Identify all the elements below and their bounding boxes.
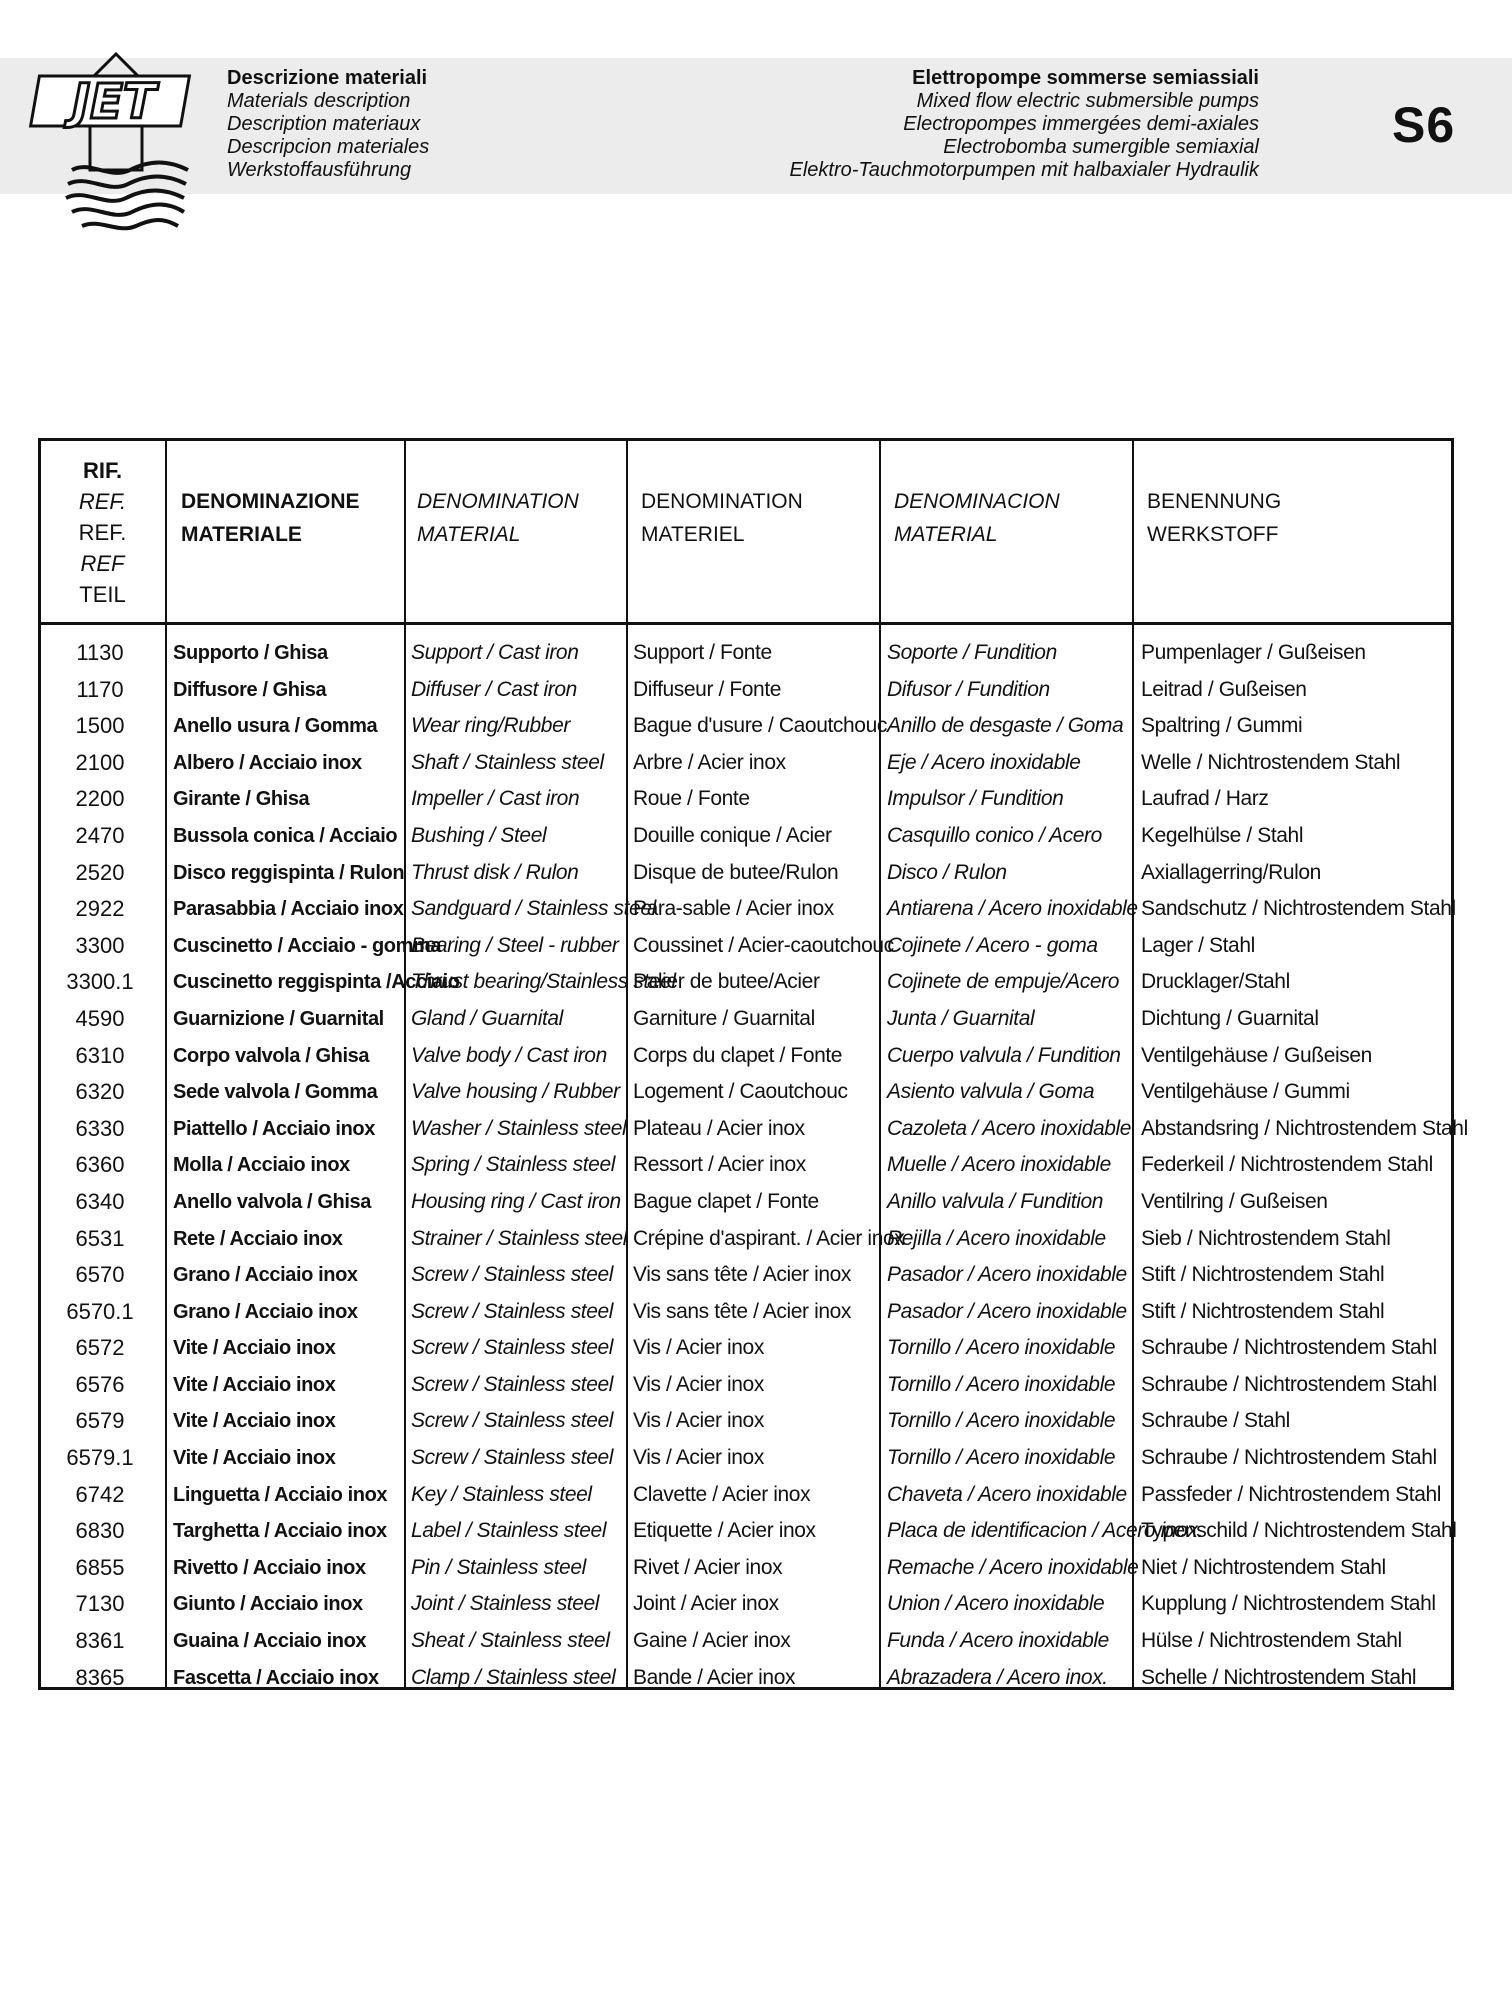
ref-cell: 6576 bbox=[75, 1371, 125, 1397]
spanish-cell: Tornillo / Acero inoxidable bbox=[887, 1446, 1116, 1470]
english-cell: Impeller / Cast iron bbox=[411, 787, 580, 811]
italian-cell: Rete / Acciaio inox bbox=[173, 1227, 343, 1250]
header-english-line2: MATERIAL bbox=[417, 523, 521, 546]
ref-cell: 6579 bbox=[75, 1408, 125, 1434]
english-cell: Sheat / Stainless steel bbox=[411, 1629, 610, 1653]
italian-cell: Molla / Acciaio inox bbox=[173, 1154, 350, 1177]
header-french-line2: MATERIEL bbox=[641, 523, 745, 546]
spanish-cell: Soporte / Fundition bbox=[887, 641, 1057, 664]
english-cell: Spring / Stainless steel bbox=[411, 1153, 616, 1177]
english-cell: Housing ring / Cast iron bbox=[411, 1189, 621, 1213]
spanish-cell: Rejilla / Acero inoxidable bbox=[887, 1226, 1106, 1250]
spanish-cell: Muelle / Acero inoxidable bbox=[887, 1153, 1111, 1177]
table-row bbox=[41, 1294, 1451, 1331]
spanish-cell: Cuerpo valvula / Fundition bbox=[887, 1043, 1121, 1067]
logo-text: JET bbox=[72, 74, 156, 130]
french-cell: Diffuseur / Fonte bbox=[633, 677, 782, 701]
french-cell: Coussinet / Acier-caoutchouc bbox=[633, 933, 894, 957]
german-cell: Pumpenlager / Gußeisen bbox=[1141, 641, 1366, 664]
header-german-line2: WERKSTOFF bbox=[1147, 523, 1279, 546]
english-cell: Support / Cast iron bbox=[411, 641, 579, 664]
header-english bbox=[417, 485, 579, 551]
ref-cell: 3300.1 bbox=[66, 969, 134, 995]
ref-cell: 8361 bbox=[75, 1628, 125, 1654]
italian-cell: Grano / Acciaio inox bbox=[173, 1264, 358, 1287]
table-row bbox=[41, 1660, 1451, 1697]
french-cell: Para-sable / Acier inox bbox=[633, 897, 834, 921]
french-cell: Bague d'usure / Caoutchouc bbox=[633, 714, 887, 738]
german-cell: Niet / Nichtrostendem Stahl bbox=[1141, 1555, 1386, 1579]
english-cell: Screw / Stainless steel bbox=[411, 1446, 614, 1470]
ref-header-es: REF bbox=[80, 551, 125, 576]
german-cell: Kegelhülse / Stahl bbox=[1141, 823, 1304, 847]
french-cell: Plateau / Acier inox bbox=[633, 1116, 805, 1140]
english-cell: Pin / Stainless steel bbox=[411, 1555, 586, 1579]
german-cell: Federkeil / Nichtrostendem Stahl bbox=[1141, 1153, 1433, 1177]
german-cell: Sandschutz / Nichtrostendem Stahl bbox=[1141, 897, 1456, 921]
header-spanish-line2: MATERIAL bbox=[894, 523, 998, 546]
spanish-cell: Placa de identificacion / Acero inox. bbox=[887, 1519, 1203, 1543]
italian-cell: Targhetta / Acciaio inox bbox=[173, 1520, 387, 1543]
title-english: Materials description bbox=[227, 90, 411, 112]
ref-cell: 6579.1 bbox=[66, 1445, 134, 1471]
spanish-cell: Antiarena / Acero inoxidable bbox=[887, 897, 1138, 921]
table-row bbox=[41, 1623, 1451, 1660]
italian-cell: Bussola conica / Acciaio bbox=[173, 824, 398, 847]
english-cell: Joint / Stainless steel bbox=[411, 1592, 600, 1616]
english-cell: Sandguard / Stainless steel bbox=[411, 897, 656, 921]
table-row bbox=[41, 1440, 1451, 1477]
german-cell: Schelle / Nichtrostendem Stahl bbox=[1141, 1665, 1417, 1689]
italian-cell: Albero / Acciaio inox bbox=[173, 751, 362, 774]
header-spanish-line1: DENOMINACION bbox=[894, 490, 1060, 513]
german-cell: Schraube / Stahl bbox=[1141, 1409, 1290, 1433]
table-row bbox=[41, 635, 1451, 672]
italian-cell: Cuscinetto / Acciaio - gomma bbox=[173, 934, 442, 957]
italian-cell: Piattello / Acciaio inox bbox=[173, 1117, 375, 1140]
table-row bbox=[41, 964, 1451, 1001]
title-spanish: Descripcion materiales bbox=[227, 136, 430, 158]
italian-cell: Guaina / Acciaio inox bbox=[173, 1630, 367, 1653]
ref-cell: 6572 bbox=[75, 1335, 125, 1361]
pump-title-english: Mixed flow electric submersible pumps bbox=[916, 90, 1259, 112]
english-cell: Clamp / Stainless steel bbox=[411, 1665, 616, 1689]
italian-cell: Cuscinetto reggispinta /Acciaio bbox=[173, 971, 460, 994]
italian-cell: Vite / Acciaio inox bbox=[173, 1447, 336, 1470]
french-cell: Logement / Caoutchouc bbox=[633, 1080, 848, 1104]
english-cell: Label / Stainless steel bbox=[411, 1519, 607, 1543]
spanish-cell: Anillo valvula / Fundition bbox=[887, 1189, 1104, 1213]
materials-table bbox=[38, 438, 1468, 1690]
german-cell: Kupplung / Nichtrostendem Stahl bbox=[1141, 1592, 1436, 1616]
french-cell: Palier de butee/Acier bbox=[633, 970, 820, 994]
english-cell: Diffuser / Cast iron bbox=[411, 677, 577, 701]
table-body bbox=[41, 635, 1468, 1696]
german-cell: Ventilgehäuse / Gußeisen bbox=[1141, 1043, 1372, 1067]
ref-cell: 6330 bbox=[75, 1115, 125, 1141]
german-cell: Spaltring / Gummi bbox=[1141, 714, 1303, 738]
jet-logo bbox=[38, 50, 200, 242]
spanish-cell: Chaveta / Acero inoxidable bbox=[887, 1482, 1127, 1506]
german-cell: Lager / Stahl bbox=[1141, 933, 1255, 957]
italian-cell: Vite / Acciaio inox bbox=[173, 1410, 336, 1433]
table-row bbox=[41, 928, 1451, 965]
italian-cell: Guarnizione / Guarnital bbox=[173, 1007, 384, 1030]
title-italian: Descrizione materiali bbox=[227, 67, 428, 89]
table-row bbox=[41, 1074, 1451, 1111]
french-cell: Ressort / Acier inox bbox=[633, 1153, 806, 1177]
spanish-cell: Abrazadera / Acero inox. bbox=[887, 1665, 1108, 1689]
english-cell: Screw / Stainless steel bbox=[411, 1299, 614, 1323]
german-cell: Hülse / Nichtrostendem Stahl bbox=[1141, 1629, 1402, 1653]
english-cell: Bushing / Steel bbox=[411, 823, 547, 847]
spanish-cell: Tornillo / Acero inoxidable bbox=[887, 1372, 1116, 1396]
table-row bbox=[41, 1586, 1451, 1623]
table-row bbox=[41, 1403, 1451, 1440]
italian-cell: Disco reggispinta / Rulon bbox=[173, 861, 405, 884]
german-cell: Ventilgehäuse / Gummi bbox=[1141, 1080, 1350, 1104]
italian-cell: Vite / Acciaio inox bbox=[173, 1373, 336, 1396]
english-cell: Shaft / Stainless steel bbox=[411, 750, 604, 774]
german-cell: Passfeder / Nichtrostendem Stahl bbox=[1141, 1482, 1442, 1506]
german-cell: Leitrad / Gußeisen bbox=[1141, 677, 1307, 701]
ref-cell: 6310 bbox=[75, 1042, 125, 1068]
header-italian-line1: DENOMINAZIONE bbox=[181, 490, 360, 513]
table-row bbox=[41, 745, 1451, 782]
page-code: S6 bbox=[1392, 97, 1456, 153]
english-cell: Valve housing / Rubber bbox=[411, 1080, 620, 1104]
french-cell: Douille conique / Acier bbox=[633, 823, 832, 847]
header-english-line1: DENOMINATION bbox=[417, 490, 579, 513]
ref-cell: 2520 bbox=[75, 859, 125, 885]
ref-header-de: TEIL bbox=[79, 582, 126, 607]
french-cell: Disque de butee/Rulon bbox=[633, 860, 839, 884]
table-row bbox=[41, 1330, 1451, 1367]
spanish-cell: Cazoleta / Acero inoxidable bbox=[887, 1116, 1132, 1140]
french-cell: Clavette / Acier inox bbox=[633, 1482, 811, 1506]
ref-cell: 4590 bbox=[75, 1005, 125, 1031]
pump-title-italian: Elettropompe sommerse semiassiali bbox=[912, 67, 1259, 89]
ref-cell: 6320 bbox=[75, 1079, 125, 1105]
header-french-line1: DENOMINATION bbox=[641, 490, 803, 513]
italian-cell: Diffusore / Ghisa bbox=[173, 678, 327, 701]
table-row bbox=[41, 781, 1451, 818]
table-row bbox=[41, 1147, 1451, 1184]
ref-cell: 6830 bbox=[75, 1518, 125, 1544]
french-cell: Vis sans tête / Acier inox bbox=[633, 1299, 851, 1323]
spanish-cell: Pasador / Acero inoxidable bbox=[887, 1299, 1127, 1323]
french-cell: Arbre / Acier inox bbox=[633, 750, 786, 774]
french-cell: Vis / Acier inox bbox=[633, 1336, 764, 1360]
italian-cell: Parasabbia / Acciaio inox bbox=[173, 898, 404, 921]
table-row bbox=[41, 1184, 1451, 1221]
header-german bbox=[1147, 485, 1281, 551]
italian-cell: Sede valvola / Gomma bbox=[173, 1081, 378, 1104]
italian-cell: Anello valvola / Ghisa bbox=[173, 1190, 371, 1213]
ref-cell: 6742 bbox=[75, 1481, 125, 1507]
ref-cell: 6570 bbox=[75, 1262, 125, 1288]
table-row bbox=[41, 1221, 1451, 1258]
ref-cell: 3300 bbox=[75, 932, 125, 958]
english-cell: Valve body / Cast iron bbox=[411, 1043, 607, 1067]
italian-cell: Corpo valvola / Ghisa bbox=[173, 1044, 370, 1067]
english-cell: Screw / Stainless steel bbox=[411, 1336, 614, 1360]
french-cell: Vis / Acier inox bbox=[633, 1446, 764, 1470]
english-cell: Thrust disk / Rulon bbox=[411, 860, 579, 884]
ref-cell: 2922 bbox=[75, 896, 125, 922]
ref-cell: 6855 bbox=[75, 1554, 125, 1580]
table-row bbox=[41, 1367, 1451, 1404]
table-row bbox=[41, 855, 1451, 892]
spanish-cell: Remache / Acero inoxidable bbox=[887, 1555, 1139, 1579]
spanish-cell: Funda / Acero inoxidable bbox=[887, 1629, 1109, 1653]
english-cell: Wear ring/Rubber bbox=[411, 714, 570, 738]
ref-header-fr: REF. bbox=[78, 520, 127, 545]
ref-cell: 1130 bbox=[76, 640, 124, 665]
german-cell: Stift / Nichtrostendem Stahl bbox=[1141, 1299, 1385, 1323]
italian-cell: Giunto / Acciaio inox bbox=[173, 1593, 363, 1616]
german-cell: Ventilring / Gußeisen bbox=[1141, 1189, 1328, 1213]
spanish-cell: Asiento valvula / Goma bbox=[887, 1080, 1095, 1104]
table-row bbox=[41, 1550, 1451, 1587]
german-cell: Stift / Nichtrostendem Stahl bbox=[1141, 1263, 1385, 1287]
header-german-line1: BENENNUNG bbox=[1147, 490, 1282, 513]
german-cell: Drucklager/Stahl bbox=[1141, 970, 1290, 994]
ref-header-en: REF. bbox=[78, 489, 127, 514]
spanish-cell: Disco / Rulon bbox=[887, 860, 1007, 884]
table-row bbox=[41, 1038, 1451, 1075]
italian-cell: Linguetta / Acciaio inox bbox=[173, 1483, 388, 1506]
spanish-cell: Cojinete de empuje/Acero bbox=[887, 970, 1120, 994]
ref-cell: 6340 bbox=[75, 1188, 125, 1214]
german-cell: Abstandsring / Nichtrostendem Stahl bbox=[1141, 1116, 1468, 1140]
english-cell: Screw / Stainless steel bbox=[411, 1372, 614, 1396]
french-cell: Vis / Acier inox bbox=[633, 1409, 764, 1433]
ref-header-it: RIF. bbox=[82, 458, 123, 483]
english-cell: Gland / Guarnital bbox=[411, 1006, 563, 1030]
spanish-cell: Eje / Acero inoxidable bbox=[887, 750, 1081, 774]
italian-cell: Grano / Acciaio inox bbox=[173, 1300, 358, 1323]
ref-cell: 2200 bbox=[75, 786, 125, 812]
table-row bbox=[41, 672, 1451, 709]
title-french: Description materiaux bbox=[227, 113, 421, 135]
spanish-cell: Tornillo / Acero inoxidable bbox=[887, 1409, 1116, 1433]
pump-title-german: Elektro-Tauchmotorpumpen mit halbaxialer Hydraulik bbox=[789, 159, 1259, 181]
french-cell: Support / Fonte bbox=[633, 641, 772, 664]
header-italian-line2: MATERIALE bbox=[181, 523, 302, 546]
german-cell: Welle / Nichtrostendem Stahl bbox=[1141, 750, 1401, 774]
materials-title-block bbox=[227, 67, 429, 182]
english-cell: Thrust bearing/Stainless steel bbox=[411, 970, 676, 994]
table-row bbox=[41, 1001, 1451, 1038]
french-cell: Crépine d'aspirant. / Acier inox bbox=[633, 1226, 905, 1250]
german-cell: Laufrad / Harz bbox=[1141, 787, 1269, 811]
pump-title-french: Electropompes immergées demi-axiales bbox=[903, 113, 1259, 135]
header-divider bbox=[41, 622, 1451, 625]
spanish-cell: Tornillo / Acero inoxidable bbox=[887, 1336, 1116, 1360]
french-cell: Corps du clapet / Fonte bbox=[633, 1043, 843, 1067]
italian-cell: Supporto / Ghisa bbox=[173, 642, 328, 664]
italian-cell: Vite / Acciaio inox bbox=[173, 1337, 336, 1360]
german-cell: Dichtung / Guarnital bbox=[1141, 1006, 1319, 1030]
spanish-cell: Junta / Guarnital bbox=[887, 1006, 1035, 1030]
french-cell: Bague clapet / Fonte bbox=[633, 1189, 819, 1213]
english-cell: Screw / Stainless steel bbox=[411, 1409, 614, 1433]
ref-cell: 2470 bbox=[75, 822, 125, 848]
french-cell: Rivet / Acier inox bbox=[633, 1555, 783, 1579]
french-cell: Gaine / Acier inox bbox=[633, 1629, 791, 1653]
header-italian bbox=[181, 485, 360, 551]
spanish-cell: Casquillo conico / Acero bbox=[887, 823, 1102, 847]
italian-cell: Fascetta / Acciaio inox bbox=[173, 1666, 379, 1689]
french-cell: Vis / Acier inox bbox=[633, 1372, 764, 1396]
italian-cell: Girante / Ghisa bbox=[173, 788, 310, 811]
pump-title-block bbox=[790, 67, 1259, 182]
table-row bbox=[41, 1477, 1451, 1514]
italian-cell: Anello usura / Gomma bbox=[173, 715, 378, 738]
spanish-cell: Pasador / Acero inoxidable bbox=[887, 1263, 1127, 1287]
french-cell: Joint / Acier inox bbox=[633, 1592, 779, 1616]
ref-cell: 7130 bbox=[75, 1591, 125, 1617]
ref-cell: 1170 bbox=[76, 676, 124, 702]
english-cell: Washer / Stainless steel bbox=[411, 1116, 627, 1140]
ref-header bbox=[41, 455, 164, 610]
table-row bbox=[41, 1111, 1468, 1148]
english-cell: Bearing / Steel - rubber bbox=[411, 933, 619, 957]
spanish-cell: Union / Acero inoxidable bbox=[887, 1592, 1105, 1616]
german-cell: Axiallagerring/Rulon bbox=[1141, 860, 1321, 884]
french-cell: Bande / Acier inox bbox=[633, 1665, 796, 1689]
french-cell: Roue / Fonte bbox=[633, 787, 750, 811]
header-spanish bbox=[894, 485, 1060, 551]
english-cell: Strainer / Stainless steel bbox=[411, 1226, 628, 1250]
ref-cell: 6570.1 bbox=[66, 1298, 134, 1324]
french-cell: Etiquette / Acier inox bbox=[633, 1519, 816, 1543]
german-cell: Sieb / Nichtrostendem Stahl bbox=[1141, 1226, 1391, 1250]
ref-cell: 6360 bbox=[75, 1152, 125, 1178]
ref-cell: 8365 bbox=[75, 1664, 125, 1690]
german-cell: Schraube / Nichtrostendem Stahl bbox=[1141, 1446, 1437, 1470]
english-cell: Key / Stainless steel bbox=[411, 1482, 592, 1506]
ref-cell: 1500 bbox=[75, 713, 125, 739]
table-row bbox=[41, 1513, 1457, 1550]
german-cell: Schraube / Nichtrostendem Stahl bbox=[1141, 1336, 1437, 1360]
english-cell: Screw / Stainless steel bbox=[411, 1263, 614, 1287]
german-cell: Typenschild / Nichtrostendem Stahl bbox=[1141, 1519, 1457, 1543]
spanish-cell: Impulsor / Fundition bbox=[887, 787, 1064, 811]
pump-title-spanish: Electrobomba sumergible semiaxial bbox=[943, 136, 1259, 158]
ref-cell: 6531 bbox=[75, 1225, 125, 1251]
spanish-cell: Difusor / Fundition bbox=[887, 677, 1050, 701]
italian-cell: Rivetto / Acciaio inox bbox=[173, 1556, 366, 1579]
table-row bbox=[41, 818, 1451, 855]
table-row bbox=[41, 708, 1451, 745]
french-cell: Vis sans tête / Acier inox bbox=[633, 1263, 851, 1287]
spanish-cell: Anillo de desgaste / Goma bbox=[887, 714, 1124, 738]
spanish-cell: Cojinete / Acero - goma bbox=[887, 933, 1098, 957]
ref-cell: 2100 bbox=[75, 749, 125, 775]
header-french bbox=[641, 485, 803, 551]
title-german: Werkstoffausführung bbox=[227, 159, 412, 181]
french-cell: Garniture / Guarnital bbox=[633, 1006, 815, 1030]
table-row bbox=[41, 1257, 1451, 1294]
table-row bbox=[41, 891, 1456, 928]
german-cell: Schraube / Nichtrostendem Stahl bbox=[1141, 1372, 1437, 1396]
